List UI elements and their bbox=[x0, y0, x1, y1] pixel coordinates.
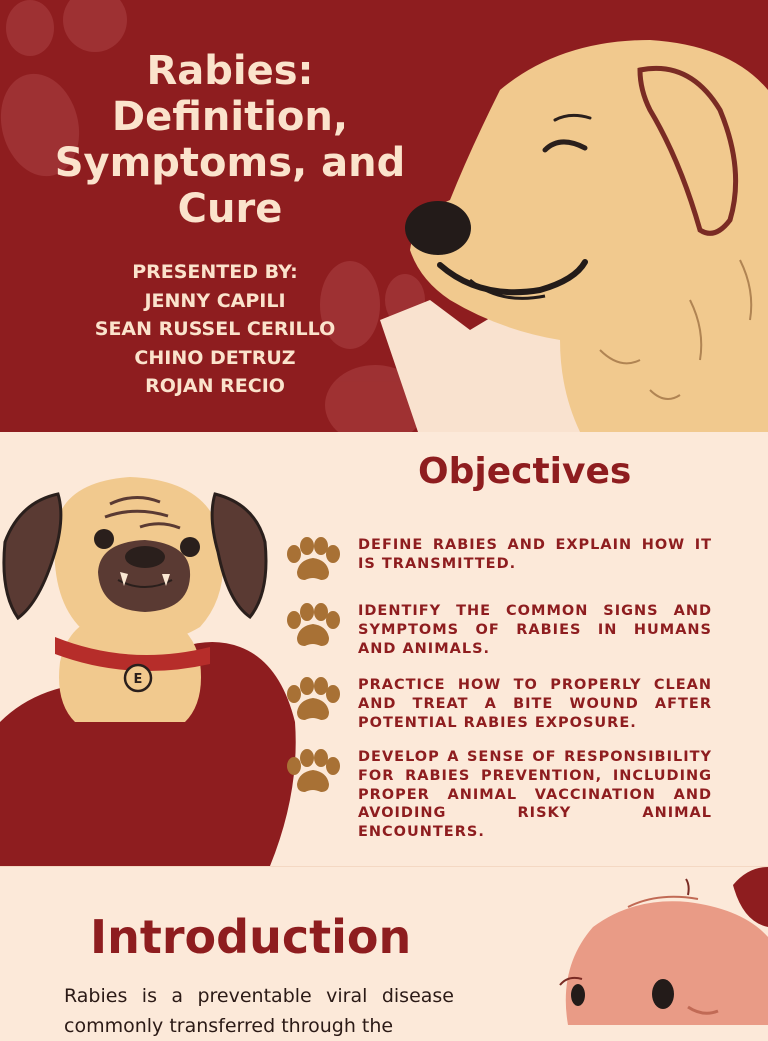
paw-print-icon bbox=[283, 748, 343, 796]
presenter-name: ROJAN RECIO bbox=[145, 375, 285, 397]
title-section bbox=[0, 0, 768, 432]
objective-text: PRACTICE HOW TO PROPERLY CLEAN AND TREAT A BITE WOUND AFTER POTENTIAL RABIES EXPOSURE. bbox=[358, 677, 712, 731]
title-line: Symptoms, and bbox=[54, 140, 406, 186]
title-line: Definition, bbox=[111, 94, 349, 140]
pug-illustration bbox=[0, 432, 300, 866]
objectives-heading: Objectives bbox=[418, 451, 632, 492]
presentation-title bbox=[0, 48, 460, 232]
title-line: Cure bbox=[177, 186, 283, 232]
collar-tag-letter: E bbox=[133, 672, 143, 687]
objectives-section bbox=[0, 432, 768, 866]
presenter-name: SEAN RUSSEL CERILLO bbox=[94, 318, 336, 340]
objective-text: IDENTIFY THE COMMON SIGNS AND SYMPTOMS OF RABIES IN HUMANS AND ANIMALS. bbox=[358, 603, 712, 657]
introduction-heading: Introduction bbox=[90, 910, 412, 964]
paw-print-icon bbox=[283, 602, 343, 650]
objective-text: DEVELOP A SENSE OF RESPONSIBILITY FOR RABIES PREVENTION, INCLUDING PROPER ANIMAL VACCINATION AND AVOIDING RISKY ANIMAL ENCOUNTERS. bbox=[358, 749, 712, 841]
title-line: Rabies: bbox=[146, 48, 314, 94]
objective-text: DEFINE RABIES AND EXPLAIN HOW IT IS TRANSMITTED. bbox=[358, 537, 712, 572]
pink-dog-illustration bbox=[538, 867, 768, 1025]
presenters-block bbox=[0, 258, 430, 401]
introduction-text: Rabies is a preventable viral disease commonly transferred through the bbox=[64, 985, 454, 1037]
presented-by-label: PRESENTED BY: bbox=[132, 261, 298, 283]
presenter-name: CHINO DETRUZ bbox=[134, 346, 296, 369]
introduction-section bbox=[0, 866, 768, 1037]
presenter-name: JENNY CAPILI bbox=[144, 289, 286, 312]
paw-print-icon bbox=[283, 676, 343, 724]
paw-print-icon bbox=[283, 536, 343, 584]
